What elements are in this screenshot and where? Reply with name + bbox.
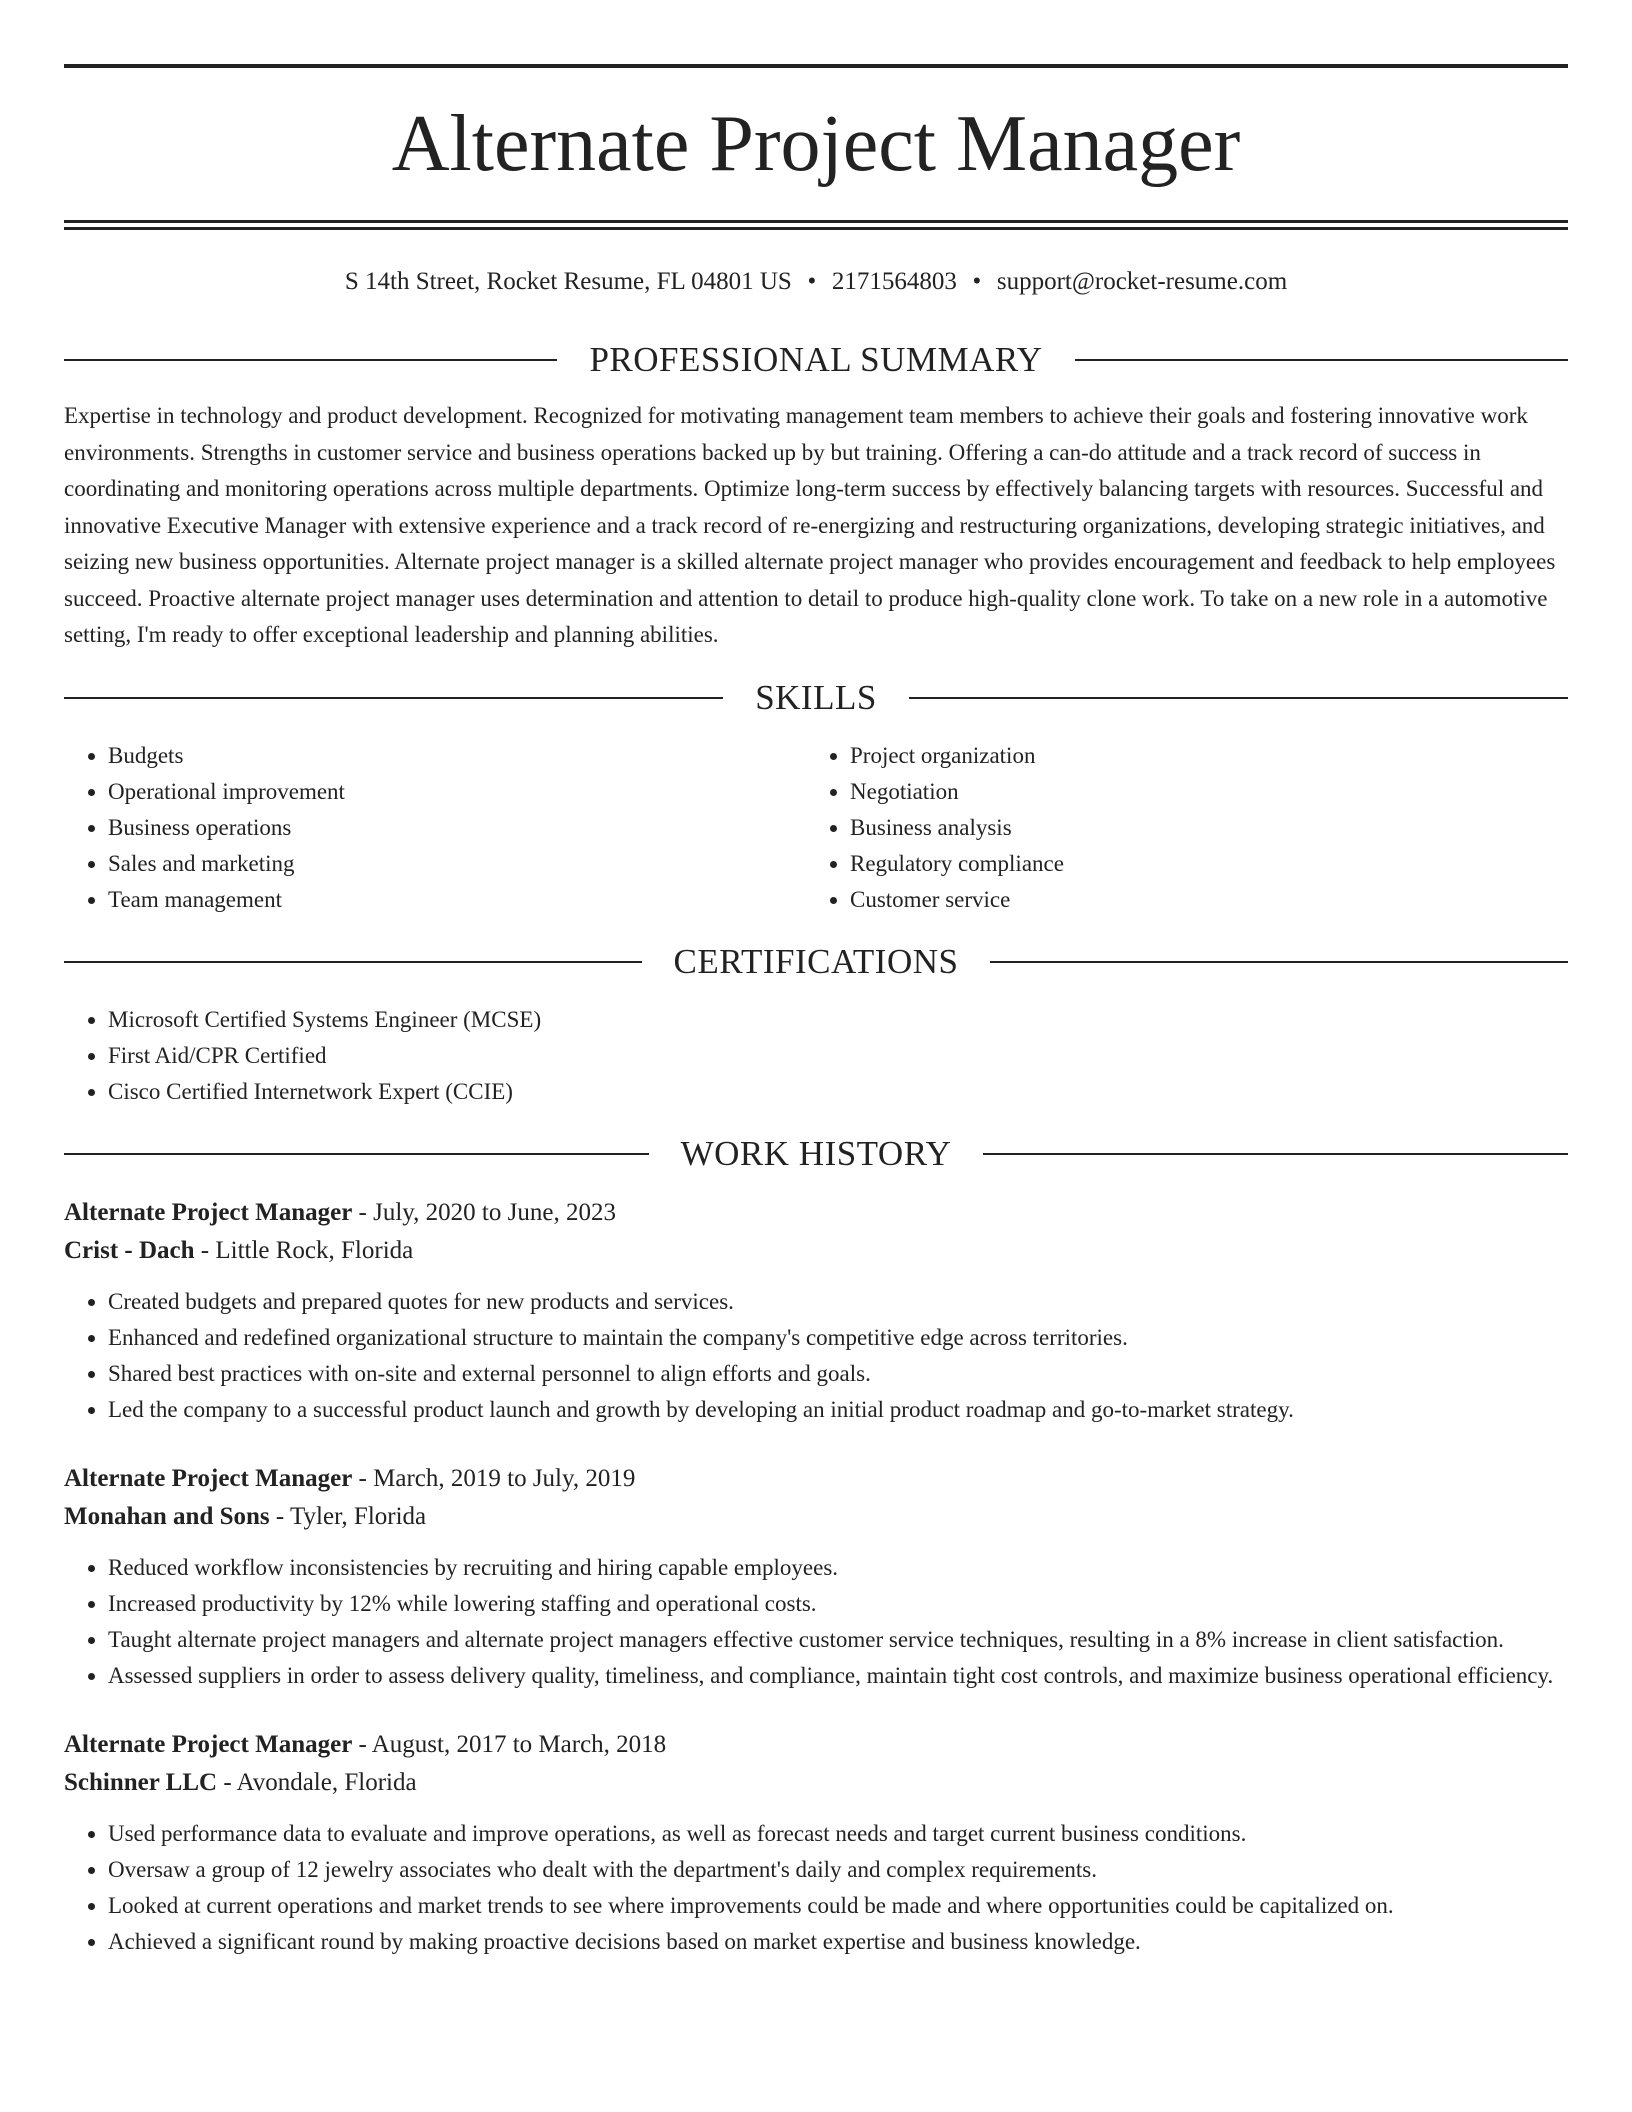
certification-item: • Microsoft Certified Systems Engineer (MCSE) bbox=[108, 1002, 1568, 1038]
job-bullet: • Oversaw a group of 12 jewelry associates who dealt with the department's daily and complex requirements. bbox=[108, 1852, 1568, 1888]
skill-item: • Negotiation bbox=[850, 774, 1548, 810]
section-rule bbox=[983, 1153, 1568, 1155]
section-rule bbox=[990, 961, 1568, 963]
skill-item: • Regulatory compliance bbox=[850, 846, 1548, 882]
work-section-header bbox=[64, 1132, 1568, 1176]
job-entry bbox=[64, 1726, 1568, 1960]
job-title-line bbox=[64, 1460, 1568, 1498]
job-bullet: • Assessed suppliers in order to assess delivery quality, timeliness, and compliance, maintain tight cost controls, and maximize business operational efficiency. bbox=[108, 1658, 1568, 1694]
certification-item: • Cisco Certified Internetwork Expert (CCIE) bbox=[108, 1074, 1568, 1110]
job-bullet: • Looked at current operations and market trends to see where improvements could be made and where opportunities could be capitalized on. bbox=[108, 1888, 1568, 1924]
work-heading: WORK HISTORY bbox=[680, 1133, 952, 1173]
job-title-line bbox=[64, 1194, 1568, 1232]
job-bullets bbox=[64, 1550, 1568, 1694]
skills-heading: SKILLS bbox=[755, 677, 877, 717]
job-bullet: • Reduced workflow inconsistencies by recruiting and hiring capable employees. bbox=[108, 1550, 1568, 1586]
section-rule bbox=[64, 961, 642, 963]
skills-list bbox=[64, 738, 1568, 918]
job-bullets bbox=[64, 1816, 1568, 1960]
job-bullet: • Shared best practices with on-site and external personnel to align efforts and goals. bbox=[108, 1356, 1568, 1392]
section-rule bbox=[64, 1153, 649, 1155]
job-company: Schinner LLC bbox=[64, 1768, 218, 1796]
summary-heading: PROFESSIONAL SUMMARY bbox=[589, 340, 1043, 379]
job-location: - Tyler, Florida bbox=[269, 1502, 427, 1530]
contact-separator: • bbox=[807, 268, 817, 295]
resume-title: Alternate Project Manager bbox=[391, 100, 1241, 188]
certifications-section-header bbox=[64, 940, 1568, 984]
title-double-rule bbox=[64, 220, 1568, 230]
job-bullet: • Achieved a significant round by making proactive decisions based on market expertise and business knowledge. bbox=[108, 1924, 1568, 1960]
job-company-line bbox=[64, 1764, 1568, 1802]
skill-item: • Business operations bbox=[108, 810, 806, 846]
contact-phone: 2171564803 bbox=[831, 268, 957, 295]
job-bullet: • Taught alternate project managers and alternate project managers effective customer service techniques, resulting in a 8% increase in client satisfaction. bbox=[108, 1622, 1568, 1658]
contact-address: S 14th Street, Rocket Resume, FL 04801 US bbox=[344, 268, 792, 295]
summary-text: Expertise in technology and product development. Recognized for motivating management team members to achieve their goals and fostering innovative work environments. Strengths in customer service and business operations backed up by but training. Offering a can-do attitude and a track record of success in coordinating and monitoring operations across multiple departments. Optimize long-term success by effectively balancing targets with resources. Successful and innovative Executive Manager with extensive experience and a track record of re-energizing and restructuring organizations, developing strategic initiatives, and seizing new business opportunities. Alternate project manager is a skilled alternate project manager who provides encouragement and feedback to help employees succeed. Proactive alternate project manager uses determination and attention to detail to produce high-quality clone work. To take on a new role in a automotive setting, I'm ready to offer exceptional leadership and planning abilities. bbox=[64, 403, 1556, 647]
job-entry bbox=[64, 1194, 1568, 1428]
contact-line bbox=[64, 266, 1568, 298]
job-title: Alternate Project Manager bbox=[64, 1198, 353, 1226]
job-bullet: • Enhanced and redefined organizational structure to maintain the company's competitive edge across territories. bbox=[108, 1320, 1568, 1356]
top-rule bbox=[64, 64, 1568, 68]
job-title-line bbox=[64, 1726, 1568, 1764]
job-dates: - July, 2020 to June, 2023 bbox=[352, 1198, 616, 1226]
job-bullet: • Used performance data to evaluate and improve operations, as well as forecast needs and target current business conditions. bbox=[108, 1816, 1568, 1852]
job-bullet: • Led the company to a successful product launch and growth by developing an initial product roadmap and go-to-market strategy. bbox=[108, 1392, 1568, 1428]
skill-item: • Business analysis bbox=[850, 810, 1548, 846]
skill-item: • Customer service bbox=[850, 882, 1548, 918]
skill-item: • Budgets bbox=[108, 738, 806, 774]
contact-separator: • bbox=[972, 268, 982, 295]
certification-item: • First Aid/CPR Certified bbox=[108, 1038, 1568, 1074]
job-bullet: • Increased productivity by 12% while lowering staffing and operational costs. bbox=[108, 1586, 1568, 1622]
skill-item: • Sales and marketing bbox=[108, 846, 806, 882]
job-bullets bbox=[64, 1284, 1568, 1428]
section-rule bbox=[1075, 359, 1568, 361]
job-company-line bbox=[64, 1232, 1568, 1270]
job-entry bbox=[64, 1460, 1568, 1694]
job-company: Crist - Dach bbox=[64, 1236, 195, 1264]
section-rule bbox=[64, 359, 557, 361]
job-company: Monahan and Sons bbox=[64, 1502, 270, 1530]
skill-item: • Team management bbox=[108, 882, 806, 918]
certifications-list bbox=[64, 1002, 1568, 1110]
job-title: Alternate Project Manager bbox=[64, 1730, 353, 1758]
resume-page bbox=[64, 64, 1568, 1960]
job-title: Alternate Project Manager bbox=[64, 1464, 353, 1492]
skills-column-right bbox=[806, 738, 1548, 918]
section-rule bbox=[64, 697, 723, 699]
certifications-heading: CERTIFICATIONS bbox=[673, 941, 959, 981]
job-bullet: • Created budgets and prepared quotes for new products and services. bbox=[108, 1284, 1568, 1320]
contact-email: support@rocket-resume.com bbox=[996, 268, 1288, 295]
skills-column-left bbox=[64, 738, 806, 918]
job-dates: - March, 2019 to July, 2019 bbox=[352, 1464, 636, 1492]
summary-section-header bbox=[64, 338, 1568, 382]
job-location: - Avondale, Florida bbox=[217, 1768, 417, 1796]
skills-section-header bbox=[64, 676, 1568, 720]
skill-item: • Project organization bbox=[850, 738, 1548, 774]
skill-item: • Operational improvement bbox=[108, 774, 806, 810]
section-rule bbox=[909, 697, 1568, 699]
job-company-line bbox=[64, 1498, 1568, 1536]
job-dates: - August, 2017 to March, 2018 bbox=[352, 1730, 667, 1758]
job-location: - Little Rock, Florida bbox=[194, 1236, 414, 1264]
